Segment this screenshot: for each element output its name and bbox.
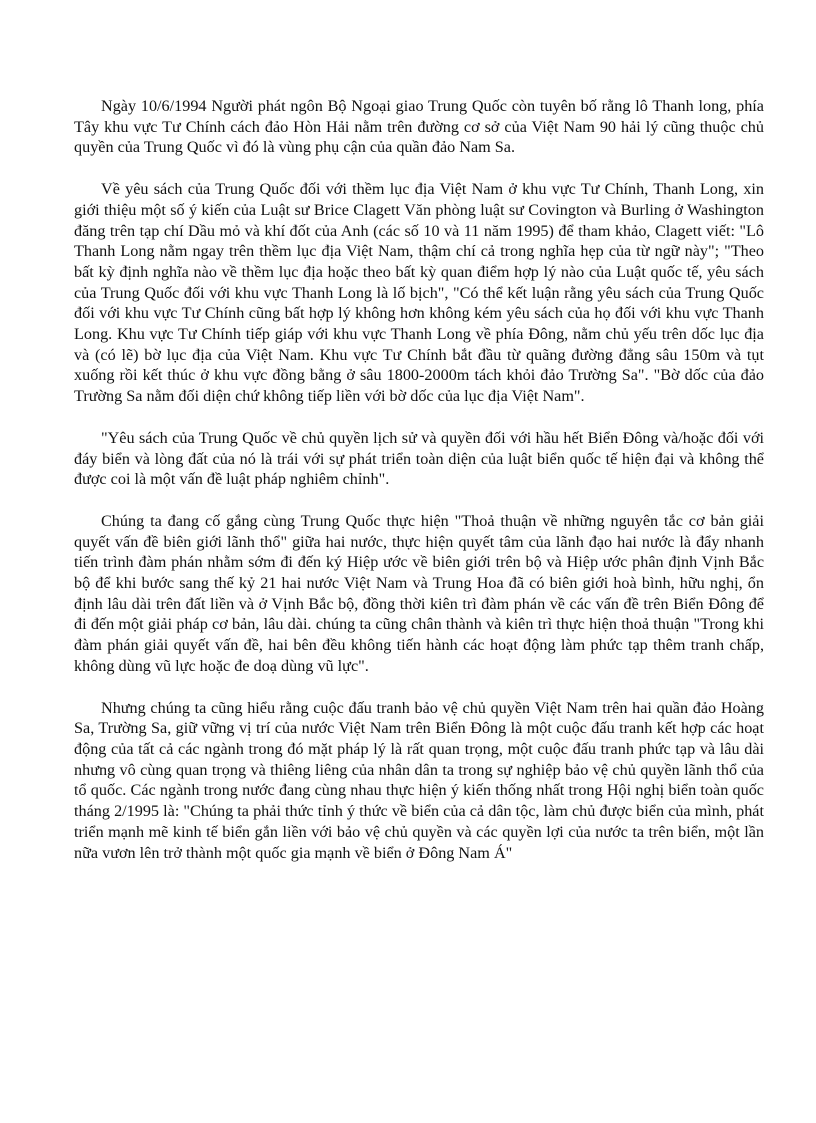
paragraph-4: Chúng ta đang cố gắng cùng Trung Quốc thực hiện "Thoả thuận về những nguyên tắc cơ bản giải quyết vấn đề biên giới lãnh thổ" giữa hai nước, thực hiện quyết tâm của lãnh đạo hai nước là đẩy nhanh tiến trình đàm phán nhằm sớm đi đến ký Hiệp ước về biên giới trên bộ và Hiệp ước phân định Vịnh Bắc bộ để khi bước sang thế kỷ 21 hai nước Việt Nam và Trung Hoa đã có biên giới hoà bình, hữu nghị, ổn định lâu dài trên đất liền và ở Vịnh Bắc bộ, đồng thời kiên trì đàm phán về các vấn đề trên Biển Đông để đi đến một giải pháp cơ bản, lâu dài. chúng ta cũng chân thành và kiên trì thực hiện thoả thuận "Trong khi đàm phán giải quyết vấn đề, hai bên đều không tiến hành các hoạt động làm phức tạp thêm tranh chấp, không dùng vũ lực hoặc đe doạ dùng vũ lực". <box>74 511 764 675</box>
paragraph-1: Ngày 10/6/1994 Người phát ngôn Bộ Ngoại giao Trung Quốc còn tuyên bố rằng lô Thanh long, phía Tây khu vực Tư Chính cách đảo Hòn Hải nằm trên đường cơ sở của Việt Nam 90 hải lý cũng thuộc chủ quyền của Trung Quốc vì đó là vùng phụ cận của quần đảo Nam Sa. <box>74 97 764 157</box>
document-body <box>74 96 764 863</box>
paragraph-3: "Yêu sách của Trung Quốc về chủ quyền lịch sử và quyền đối với hầu hết Biển Đông và/hoặc đối với đáy biển và lòng đất của nó là trái với sự phát triển toàn diện của luật biển quốc tế hiện đại và không thể được coi là một vấn đề luật pháp nghiêm chỉnh". <box>74 428 764 489</box>
paragraph-2: Về yêu sách của Trung Quốc đối với thềm lục địa Việt Nam ở khu vực Tư Chính, Thanh Long, xin giới thiệu một số ý kiến của Luật sư Brice Clagett Văn phòng luật sư Covington và Burling ở Washington đăng trên tạp chí Dầu mỏ và khí đốt của Anh (các số 10 và 11 năm 1995) để tham khảo, Clagett viết: "Lô Thanh Long nằm ngay trên thềm lục địa Việt Nam, thậm chí cả trong nghĩa hẹp của từ ngữ này"; "Theo bất kỳ định nghĩa nào về thềm lục địa hoặc theo bất kỳ quan điểm hợp lý nào của Luật quốc tế, yêu sách của Trung Quốc đối với khu vực Thanh Long là lố bịch", "Có thể kết luận rằng yêu sách của Trung Quốc đối với khu vực Tư Chính cũng bất hợp lý không hơn không kém yêu sách của họ đối với khu vực Thanh Long. Khu vực Tư Chính tiếp giáp với khu vực Thanh Long về phía Đông, nằm chủ yếu trên dốc lục địa và (có lẽ) bờ lục địa của Việt Nam. Khu vực Tư Chính bắt đầu từ quãng đường đẳng sâu 150m và tụt xuống rồi kết thúc ở khu vực đồng bằng ở sâu 1800-2000m tách khỏi đảo Trường Sa". "Bờ dốc của đảo Trường Sa nằm đối diện chứ không tiếp liền với bờ dốc của lục địa Việt Nam". <box>74 180 764 406</box>
paragraph-5: Nhưng chúng ta cũng hiểu rằng cuộc đấu tranh bảo vệ chủ quyền Việt Nam trên hai quần đảo Hoàng Sa, Trường Sa, giữ vững vị trí của nước Việt Nam trên Biển Đông là một cuộc đấu tranh kết hợp các hoạt động của tất cả các ngành trong đó mặt pháp lý là rất quan trọng, một cuộc đấu tranh phức tạp và lâu dài nhưng vô cùng quan trọng và thiêng liêng của nhân dân ta trong sự nghiệp bảo vệ chủ quyền lãnh thổ của tổ quốc. Các ngành trong nước đang cùng nhau thực hiện ý kiến thống nhất trong Hội nghị biển toàn quốc tháng 2/1995 là: "Chúng ta phải thức tỉnh ý thức về biển của cả dân tộc, làm chủ được biển của mình, phát triển mạnh mẽ kinh tế biển gắn liền với bảo vệ chủ quyền và các quyền lợi của nước ta trên biển, một lần nữa vươn lên trở thành một quốc gia mạnh về biển ở Đông Nam Á" <box>74 698 764 862</box>
